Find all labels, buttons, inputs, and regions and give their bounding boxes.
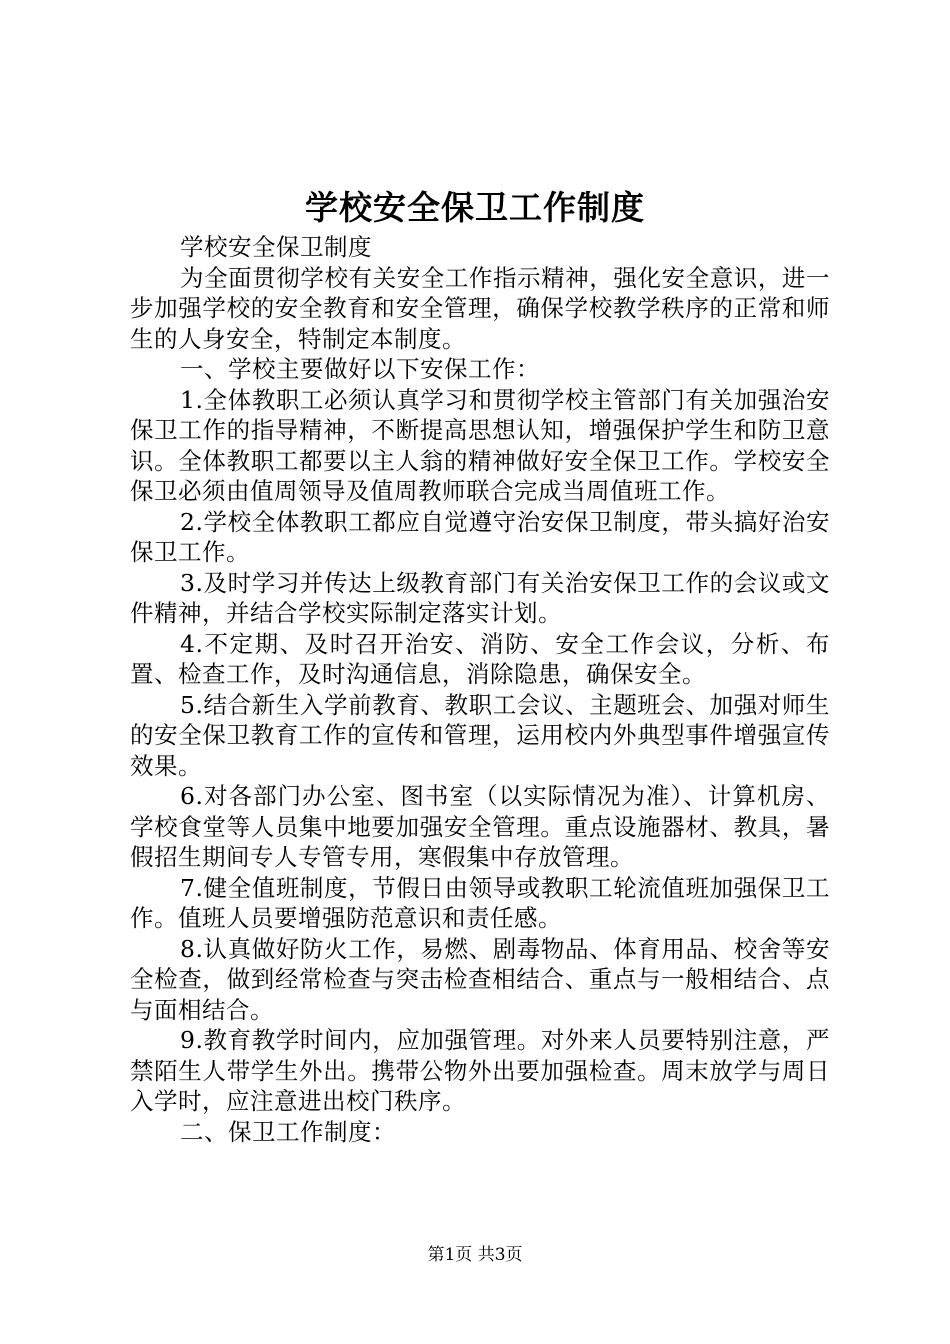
paragraph-intro: 为全面贯彻学校有关安全工作指示精神，强化安全意识，进一步加强学校的安全教育和安全管理，确保学校教学秩序的正常和师生的人身安全，特制定本制度。 <box>130 263 830 353</box>
list-item-9: 9.教育教学时间内，应加强管理。对外来人员要特别注意，严禁陌生人带学生外出。携带公物外出要加强检查。周末放学与周日入学时，应注意进出校门秩序。 <box>130 1026 830 1115</box>
list-item-3: 3.及时学习并传达上级教育部门有关治安保卫工作的会议或文件精神，并结合学校实际制定落实计划。 <box>130 568 830 627</box>
list-item-8: 8.认真做好防火工作，易燃、剧毒物品、体育用品、校舍等安全检查，做到经常检查与突击检查相结合、重点与一般相结合、点与面相结合。 <box>130 934 830 1024</box>
list-item-2: 2.学校全体教职工都应自觉遵守治安保卫制度，带头搞好治安保卫工作。 <box>130 507 830 566</box>
list-item-6: 6.对各部门办公室、图书室（以实际情况为准）、计算机房、学校食堂等人员集中地要加强安全管理。重点设施器材、教具，暑假招生期间专人专管专用，寒假集中存放管理。 <box>130 782 830 871</box>
page-number-footer: 第1页 共3页 <box>427 1245 523 1265</box>
list-item-1: 1.全体教职工必须认真学习和贯彻学校主管部门有关加强治安保卫工作的指导精神，不断提高思想认知，增强保护学生和防卫意识。全体教职工都要以主人翁的精神做好安全保卫工作。学校安全保卫必须由值周领导及值周教师联合完成当周值班工作。 <box>130 385 830 505</box>
list-item-5: 5.结合新生入学前教育、教职工会议、主题班会、加强对师生的安全保卫教育工作的宣传和管理，运用校内外典型事件增强宣传效果。 <box>130 690 830 780</box>
section-heading-2: 二、保卫工作制度： <box>180 1117 396 1146</box>
document-body <box>130 232 830 1147</box>
paragraph-subtitle: 学校安全保卫制度 <box>180 233 372 261</box>
document-title: 学校安全保卫工作制度 <box>305 188 645 227</box>
list-item-7: 7.健全值班制度，节假日由领导或教职工轮流值班加强保卫工作。值班人员要增强防范意识和责任感。 <box>130 873 830 932</box>
list-item-4: 4.不定期、及时召开治安、消防、安全工作会议，分析、布置、检查工作，及时沟通信息，消除隐患，确保安全。 <box>130 629 830 688</box>
section-heading-1: 一、学校主要做好以下安保工作： <box>180 355 540 383</box>
